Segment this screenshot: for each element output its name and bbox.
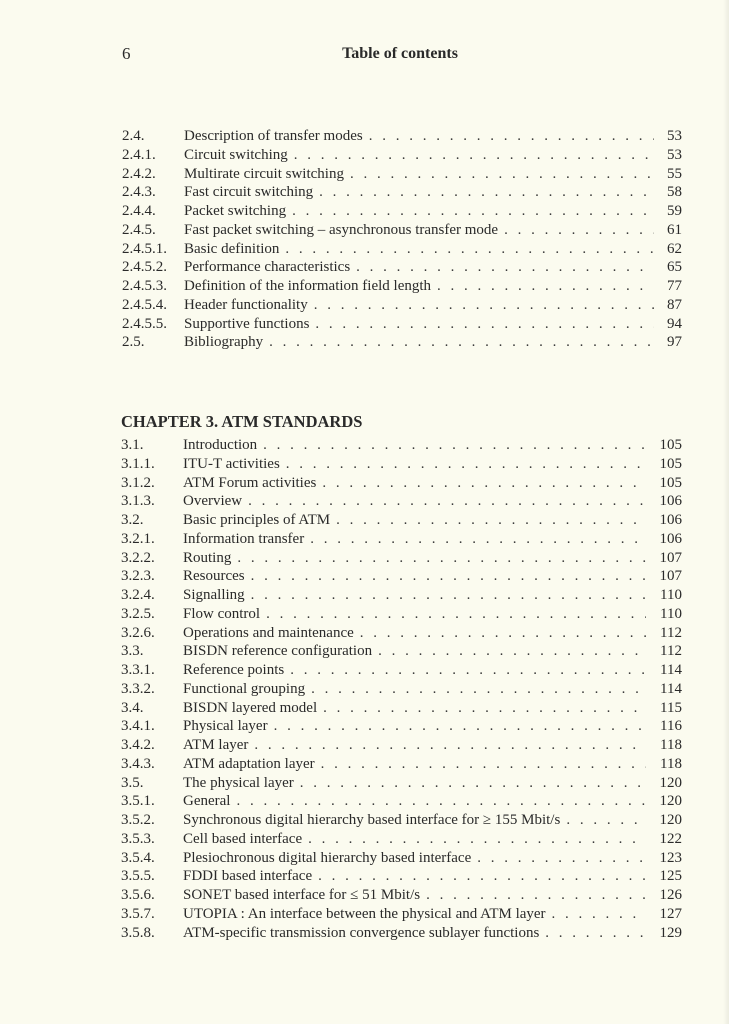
toc-entry-title: Description of transfer modes [184,128,363,144]
toc-dot-leader [285,240,654,258]
toc-entry-title: Reference points [183,662,285,678]
toc-entry-title: Supportive functions [184,315,310,332]
toc-entry [122,183,682,202]
toc-entry-title: Operations and maintenance [183,624,354,641]
toc-entry-page: 94 [667,315,682,332]
toc-entry-page: 105 [659,474,682,491]
toc-entry [122,277,682,296]
toc-dot-leader [356,258,654,276]
toc-entry-title: Multirate circuit switching [184,165,344,182]
toc-entry [122,296,682,315]
toc-entry [121,605,682,624]
toc-entry-number: 3.2.4. [121,587,155,603]
toc-entry-page: 105 [659,455,682,472]
toc-entry-page: 110 [660,587,682,603]
toc-entry [121,642,682,661]
toc-entry-number: 3.5.6. [121,887,155,903]
toc-entry [121,905,682,924]
toc-entry [121,924,682,943]
toc-entry-page: 129 [659,924,682,941]
toc-entry-title: ITU-T activities [183,455,280,472]
toc-dot-leader [545,924,646,942]
toc-entry-page: 87 [667,296,682,313]
toc-entry-title: The physical layer [183,774,294,791]
toc-dot-leader [323,699,646,717]
toc-entry-page: 123 [659,849,682,866]
toc-dot-leader [286,455,646,473]
toc-entry-title: Performance characteristics [184,259,351,276]
toc-entry-number: 3.2.3. [121,568,155,585]
toc-entry-number: 3.3.2. [121,680,155,697]
toc-entry-page: 122 [659,830,682,847]
toc-entry [121,511,682,530]
toc-entry-title: UTOPIA : An interface between the physical and ATM layer [183,905,546,922]
toc-entry-number: 3.5. [121,774,144,791]
toc-entry [121,717,682,736]
toc-dot-leader [248,492,646,510]
toc-entry-number: 2.5. [122,334,145,351]
toc-entry-number: 2.4.5.5. [122,315,167,332]
toc-dot-leader [251,586,646,604]
toc-entry-title: Fast packet switching – asynchronous transfer mode [184,221,499,238]
toc-entry-title: SONET based interface for ≤ 51 Mbit/s [183,887,421,903]
toc-dot-leader [251,567,646,585]
toc-dot-leader [294,146,654,164]
toc-entry-page: 53 [667,146,682,163]
toc-entry-title: Flow control [183,605,261,622]
toc-entry-page: 116 [660,718,682,735]
toc-dot-leader [360,624,646,642]
toc-dot-leader [311,680,646,698]
running-title: Table of contents [342,45,458,62]
toc-entry-number: 2.4.5.3. [122,278,167,294]
toc-dot-leader [263,436,646,454]
toc-entry-title: BISDN layered model [183,699,318,716]
toc-entry-number: 3.1. [121,437,144,453]
toc-entry-page: 112 [660,624,682,641]
toc-dot-leader [426,886,646,904]
toc-entry [121,680,682,699]
toc-entry-number: 3.5.1. [121,793,155,810]
toc-dot-leader [319,183,654,201]
toc-dot-leader [566,811,646,829]
toc-dot-leader [350,165,654,183]
toc-entry [121,530,682,549]
toc-entry-number: 3.2.2. [121,549,155,566]
toc-entry-page: 114 [660,662,682,678]
toc-entry-number: 3.5.5. [121,868,155,885]
toc-dot-leader [308,830,646,848]
toc-dot-leader [290,661,646,679]
toc-entry [121,849,682,868]
toc-entry-title: Cell based interface [183,830,303,847]
toc-dot-leader [266,605,646,623]
toc-entry-page: 61 [667,221,682,238]
toc-entry-title: ATM layer [183,737,249,753]
toc-entry-title: Fast circuit switching [184,184,314,201]
toc-entry-page: 106 [659,530,682,547]
page-edge-shadow [723,0,729,1024]
toc-entry [121,455,682,474]
toc-entry-title: General [183,793,231,810]
toc-dot-leader [336,511,646,529]
toc-entry-number: 3.3. [121,643,144,660]
toc-entry-title: ATM adaptation layer [183,755,315,772]
toc-entry-title: Introduction [183,437,258,453]
toc-entry-page: 53 [667,128,682,144]
page-number: 6 [122,44,131,63]
toc-entry [121,699,682,718]
toc-dot-leader [437,277,654,295]
toc-entry [122,146,682,165]
toc-dot-leader [237,549,646,567]
toc-dot-leader [310,530,646,548]
toc-entry [121,755,682,774]
toc-dot-leader [477,849,646,867]
toc-entry [121,567,682,586]
toc-dot-leader [321,755,646,773]
toc-entry-number: 3.5.8. [121,924,155,941]
toc-entry [121,624,682,643]
toc-entry [121,830,682,849]
toc-entry-title: Packet switching [184,203,287,219]
toc-entry-title: Circuit switching [184,146,288,163]
toc-entry [121,661,682,680]
toc-entry-title: ATM-specific transmission convergence sublayer functions [183,924,540,941]
toc-entry-number: 3.1.3. [121,493,155,510]
toc-entry [121,436,682,455]
toc-entry-page: 115 [660,699,682,716]
toc-dot-leader [236,792,646,810]
toc-entry-page: 126 [659,887,682,903]
toc-entry-number: 2.4.4. [122,203,156,219]
toc-entry-number: 2.4.5.4. [122,296,167,313]
toc-entry-page: 120 [659,812,682,828]
toc-entry-number: 3.3.1. [121,662,155,678]
toc-entry-page: 118 [660,737,682,753]
toc-entry-page: 77 [667,278,682,294]
toc-entry-number: 3.1.1. [121,455,155,472]
toc-entry-title: Overview [183,493,243,510]
toc-dot-leader [274,717,646,735]
toc-entry-title: Signalling [183,587,245,603]
toc-entry-title: FDDI based interface [183,868,313,885]
toc-entry [121,792,682,811]
toc-section-chapter3 [121,436,682,942]
toc-dot-leader [378,642,646,660]
toc-entry [121,474,682,493]
toc-entry-title: Functional grouping [183,680,306,697]
toc-entry-page: 107 [659,568,682,585]
toc-entry-title: Plesiochronous digital hierarchy based interface [183,849,472,866]
toc-entry-number: 3.2.6. [121,624,155,641]
toc-entry-page: 110 [660,605,682,622]
toc-entry-page: 106 [659,493,682,510]
toc-dot-leader [314,296,654,314]
toc-dot-leader [300,774,646,792]
toc-entry [122,221,682,240]
toc-entry [121,867,682,886]
toc-entry-number: 2.4.2. [122,165,156,182]
toc-entry-number: 3.2.1. [121,530,155,547]
toc-dot-leader [322,474,646,492]
chapter-heading: CHAPTER 3. ATM STANDARDS [121,412,363,431]
toc-entry-title: Synchronous digital hierarchy based interface for ≥ 155 Mbit/s [183,812,561,828]
toc-entry-number: 3.1.2. [121,474,155,491]
toc-entry-page: 127 [659,905,682,922]
toc-entry-title: Resources [183,568,245,585]
toc-dot-leader [504,221,654,239]
toc-entry [121,492,682,511]
toc-entry [121,811,682,830]
toc-entry-number: 2.4.5.1. [122,240,167,257]
toc-entry [122,315,682,334]
toc-entry-number: 2.4.5.2. [122,259,167,276]
toc-entry [121,549,682,568]
toc-entry-page: 97 [667,334,682,351]
toc-entry-number: 2.4. [122,128,145,144]
toc-section-chapter2 [122,127,682,352]
toc-entry-number: 3.4. [121,699,144,716]
toc-entry-page: 118 [660,755,682,772]
toc-entry-title: Basic definition [184,240,280,257]
toc-entry-number: 3.5.3. [121,830,155,847]
toc-entry-page: 112 [660,643,682,660]
toc-entry-number: 3.5.2. [121,812,155,828]
toc-entry-number: 3.2.5. [121,605,155,622]
toc-entry-title: Header functionality [184,296,308,313]
toc-entry [121,886,682,905]
toc-entry [122,127,682,146]
toc-entry-title: Basic principles of ATM [183,512,331,528]
toc-entry-title: BISDN reference configuration [183,643,373,660]
toc-entry-number: 3.4.3. [121,755,155,772]
toc-entry-title: Definition of the information field length [184,278,432,294]
toc-entry-title: ATM Forum activities [183,474,317,491]
toc-entry [122,165,682,184]
toc-entry-page: 65 [667,259,682,276]
toc-entry-title: Physical layer [183,718,268,735]
toc-entry-page: 106 [659,512,682,528]
toc-entry-number: 3.2. [121,512,144,528]
toc-dot-leader [318,867,646,885]
toc-entry-title: Information transfer [183,530,305,547]
toc-entry-number: 3.5.4. [121,849,155,866]
toc-entry-page: 59 [667,203,682,219]
toc-entry-page: 58 [667,184,682,201]
toc-entry-page: 125 [659,868,682,885]
toc-entry [122,333,682,352]
toc-entry-number: 2.4.1. [122,146,156,163]
toc-dot-leader [369,127,654,145]
toc-entry [122,202,682,221]
toc-entry-number: 3.4.1. [121,718,155,735]
toc-entry-page: 114 [660,680,682,697]
toc-entry-number: 2.4.3. [122,184,156,201]
toc-entry-page: 120 [659,793,682,810]
toc-entry [121,736,682,755]
toc-dot-leader [254,736,646,754]
toc-entry [121,774,682,793]
toc-dot-leader [269,333,654,351]
toc-entry [122,240,682,259]
toc-entry-title: Routing [183,549,232,566]
toc-dot-leader [315,315,654,333]
toc-entry-title: Bibliography [184,334,264,351]
toc-entry-page: 107 [659,549,682,566]
toc-entry-page: 62 [667,240,682,257]
toc-entry-number: 3.4.2. [121,737,155,753]
toc-entry [122,258,682,277]
toc-entry-page: 105 [659,437,682,453]
toc-entry-number: 2.4.5. [122,221,156,238]
toc-entry-page: 55 [667,165,682,182]
toc-dot-leader [552,905,646,923]
toc-entry [121,586,682,605]
toc-dot-leader [292,202,654,220]
toc-entry-page: 120 [659,774,682,791]
toc-entry-number: 3.5.7. [121,905,155,922]
